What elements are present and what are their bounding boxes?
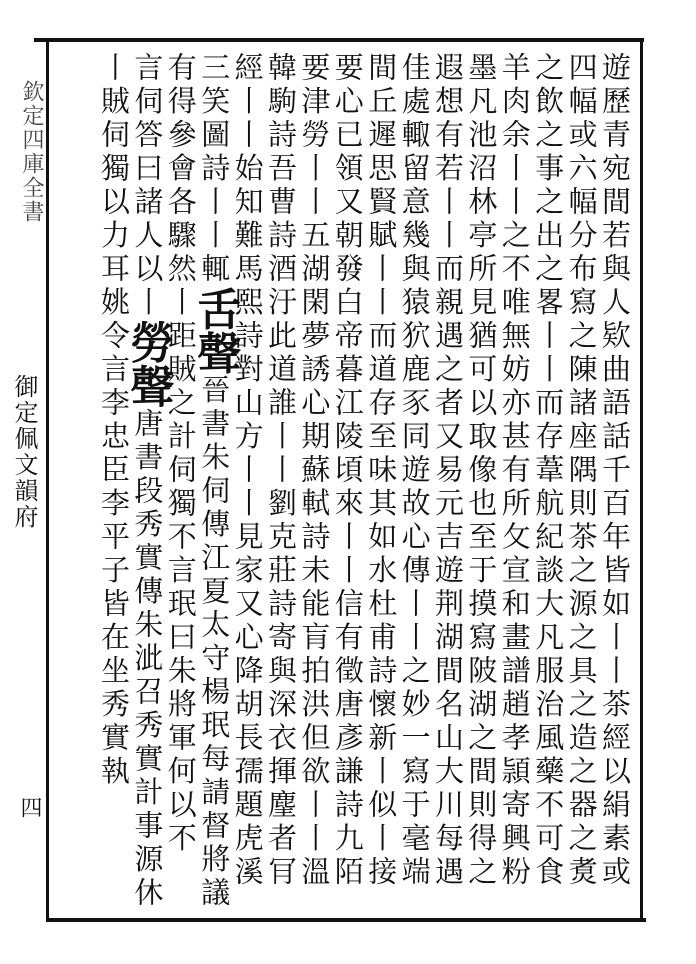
top-rule bbox=[34, 38, 644, 42]
text-column bbox=[364, 52, 398, 890]
column-text: 姚令言李忠臣李平子皆在坐秀實執 bbox=[97, 286, 131, 789]
text-column bbox=[498, 52, 532, 890]
column-text: 丨 bbox=[163, 286, 198, 320]
text-column bbox=[331, 52, 365, 890]
column-text: 要心已領又朝發白帝暮江陵頃來丨丨信有徵唐彥謙詩九陌 bbox=[330, 52, 365, 890]
bottom-rule bbox=[46, 918, 646, 922]
text-column bbox=[297, 52, 331, 890]
text-column bbox=[189, 52, 241, 911]
column-text: 遐想有若丨丨而親遇之者又易元吉遊荆湖間名山大川每遇 bbox=[431, 52, 465, 890]
text-column bbox=[231, 52, 265, 890]
gutter-book-title: 欽定四庫全書 bbox=[19, 80, 44, 224]
column-text: 間丘遲思賢賦丨丨而道存至味其如水杜甫詩懷新丨似丨接 bbox=[364, 52, 399, 890]
column-text: 墨凡池沼林亭所見猶可以取像也至于摸寫陂湖之間則得之 bbox=[464, 52, 499, 890]
text-column bbox=[598, 52, 632, 890]
text-column bbox=[531, 52, 565, 890]
entry-headword: 舌聲 bbox=[189, 286, 241, 375]
column-text: 唐書段秀實傳朱泚召秀實計事源休 bbox=[130, 408, 165, 911]
column-text: 佳處輙留意幾與猿狖鹿豕同遊故心傳丨丨之妙一寫于毫端 bbox=[397, 52, 432, 890]
column-text: 三笑圖詩丨丨輒 bbox=[197, 52, 232, 287]
text-column bbox=[464, 52, 498, 890]
left-rule bbox=[46, 38, 49, 922]
text-column bbox=[431, 52, 465, 890]
column-text: 遊歷青宛間若與人欵曲語話千百年皆如丨丨茶經以絹素或 bbox=[598, 52, 632, 890]
text-column bbox=[264, 52, 298, 890]
column-text: 四幅或六幅分布寫之陳諸座隅則茶之源之具之造之器之煑 bbox=[564, 52, 599, 890]
column-text: 之飲之事之出之畧丨丨而存葦航紀談大凡服治風藥不可食 bbox=[531, 52, 566, 890]
text-column bbox=[122, 52, 174, 911]
column-text: 言伺答曰諸人以丨 bbox=[130, 52, 165, 320]
column-text: 要津勞丨丨五湖閑夢誘心期蘇軾詩未能肓拍洪但欲丨丨溫 bbox=[297, 52, 332, 890]
page-gutter bbox=[4, 44, 44, 904]
gutter-section-title: 御定佩文韻府 bbox=[10, 374, 38, 530]
column-text: 距賊之計伺獨不言珉曰朱將軍何以不 bbox=[163, 320, 198, 856]
text-column bbox=[97, 52, 131, 789]
text-column bbox=[398, 52, 432, 890]
column-text: 經丨丨始知難馬熙詩對山方丨丨見家又心降胡長孺題虎溪 bbox=[230, 52, 265, 890]
text-column bbox=[565, 52, 599, 890]
right-rule bbox=[640, 38, 643, 922]
column-text: 丨賊伺獨以力耳 bbox=[97, 52, 131, 287]
text-column bbox=[164, 52, 198, 856]
column-text: 晉書朱伺傳江夏太守楊珉每請督將議 bbox=[197, 374, 232, 911]
column-text: 韓駒詩吾曹詩酒汙此道誰丨丨劉克莊詩寄與深衣揮麈者肎 bbox=[264, 52, 298, 890]
column-text: 羊肉余丨丨之不唯無妨亦甚有所攵宣和畫譜趙孝頴寄興粉 bbox=[497, 52, 532, 890]
column-text: 有得參會各驟然 bbox=[163, 52, 198, 287]
entry-headword: 勞聲 bbox=[122, 320, 174, 408]
page-number: 四 bbox=[17, 796, 42, 820]
